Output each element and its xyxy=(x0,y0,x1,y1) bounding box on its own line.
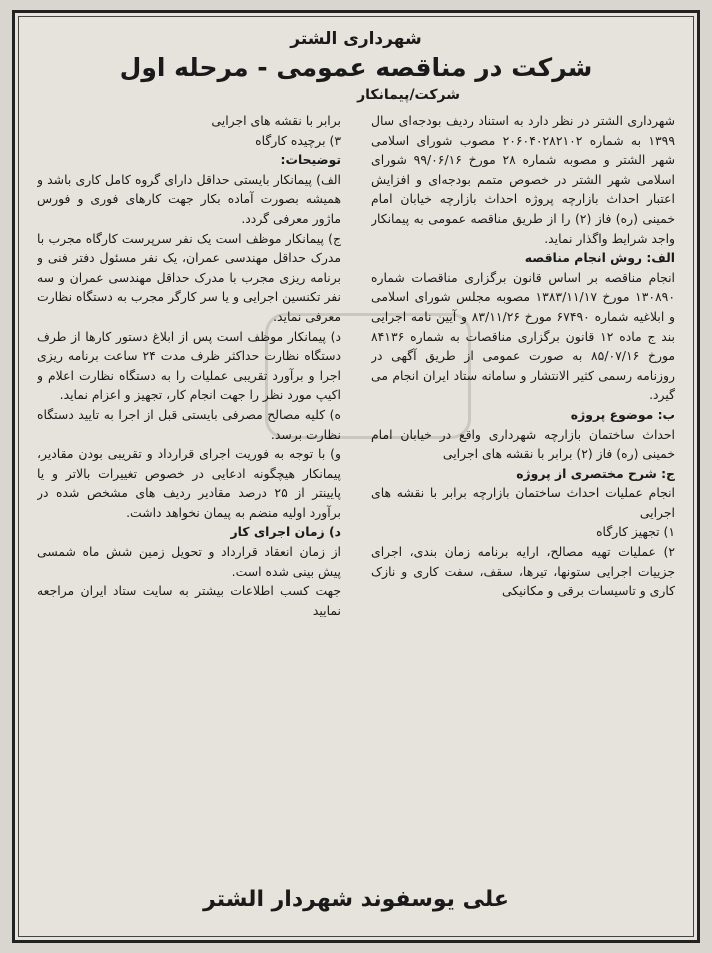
left-column xyxy=(37,111,341,811)
note-h: ه) کلیه مصالح مصرفی بایستی قبل از اجرا به تایید دستگاه نظارت برسد. xyxy=(37,406,341,442)
subject-paragraph: احداث ساختمان بازارچه شهرداری واقع در خیابان امام خمینی (ره) فاز (۲) برابر با نقشه های اجرایی xyxy=(371,426,675,462)
section-heading-description: ج: شرح مختصری از پروژه xyxy=(516,465,675,481)
note-c: ج) پیمانکار موظف است یک نفر سرپرست کارگاه مجرب با مدرک حداقل مهندسی عمران، یک نفر مسئول دفتر فنی و برنامه ریزی مجرب با مدرک حداقل مهندسی عمران و سه نفر تکنسین اجرایی و یا سر کارگر مجرب به دستگاه نظارت معرفی نماید. xyxy=(37,230,341,324)
description-item-1: ۱) تجهیز کارگاه xyxy=(596,524,675,540)
notice-frame xyxy=(12,10,700,943)
section-heading-subject: ب: موضوع پروژه xyxy=(570,406,675,422)
section-heading-duration: د) زمان اجرای کار xyxy=(230,524,341,540)
intro-paragraph: شهرداری الشتر در نظر دارد به استناد ردیف بودجه‌ای سال ۱۳۹۹ به شماره ۲۰۶۰۴۰۲۸۲۱۰۲ مصوب شورای اسلامی شهر الشتر و مصوبه شماره ۲۸ مورخ ۹۹/۰۶/۱۶ شورای اسلامی شهر الشتر در خصوص متمم بودجه‌ای و افزایش اعتبار احداث بازارچه پروژه احداث بازارچه خیابان امام خمینی (ره) فاز (۲) را از طریق مناقصه عمومی به پیمانکار واجد شرایط واگذار نماید. xyxy=(371,113,675,246)
continued-text: برابر با نقشه های اجرایی xyxy=(211,113,341,128)
signature: علی یوسفوند شهردار الشتر xyxy=(203,887,509,912)
note-d: د) پیمانکار موظف است پس از ابلاغ دستور کارها از طرف دستگاه نظارت حداکثر ظرف مدت ۲۴ ساعت برنامه ریزی اجرا و برآورد تقریبی عملیات را به دستگاه نظارت اعلام و اکیپ مورد نظر را جهت انجام کار، تجهیز و اعزام نماید. xyxy=(37,328,341,403)
method-paragraph: انجام مناقصه بر اساس قانون برگزاری مناقصات شماره ۱۳۰۸۹۰ مورخ ۱۳۸۳/۱۱/۱۷ مصوبه مجلس شورای اسلامی و ابلاغیه شماره ۶۷۴۹۰ مورخ ۸۳/۱۱/۲۶ و آیین نامه اجرایی بند ج ماده ۱۲ قانون برگزاری مناقصات به شماره ۸۴۱۳۶ مورخ ۸۵/۰۷/۱۶ به صورت عمومی از طریق آگهی در روزنامه رسمی کثیر الانتشار و سامانه ستاد ایران انجام می گیرد. xyxy=(371,269,675,403)
section-heading-method: الف: روش انجام مناقصه xyxy=(524,250,675,266)
notice-header xyxy=(37,27,675,105)
notice-body xyxy=(37,111,675,811)
note-a: الف) پیمانکار بایستی حداقل دارای گروه کامل کاری باشد و همیشه بصورت آماده بکار جهت کارهای فوری و فورس ماژور معرفی گردد. xyxy=(37,171,341,226)
description-paragraph: انجام عملیات احداث ساختمان بازارچه برابر با نقشه های اجرایی xyxy=(371,485,675,520)
notes-heading: توضیحات: xyxy=(280,152,341,168)
organization-name: شهرداری الشتر xyxy=(290,29,422,49)
duration-paragraph: از زمان انعقاد قرارداد و تحویل زمین شش ماه شمسی پیش بینی شده است. xyxy=(37,544,341,579)
notice-title: شرکت در مناقصه عمومی - مرحله اول xyxy=(119,53,593,82)
description-item-3: ۳) برچیده کارگاه xyxy=(255,132,341,148)
notice-subtitle: شرکت/پیمانکار xyxy=(357,87,460,103)
more-info-paragraph: جهت کسب اطلاعات بیشتر به سایت ستاد ایران مراجعه نمایید xyxy=(37,583,341,618)
right-column xyxy=(371,111,675,811)
description-item-2: ۲) عملیات تهیه مصالح، ارایه برنامه زمان بندی، اجرای جزییات اجرایی ستونها، تیرها، سقف، سفت کاری و نازک کاری و تاسیسات برقی و مکانیکی xyxy=(371,544,675,599)
note-v: و) با توجه به فوریت اجرای قرارداد و تقریبی بودن مقادیر، پیمانکار هیچگونه ادعایی در خصوص تغییرات بالاتر و یا پایینتر از ۲۵ درصد مقادیر ردیف های مشخص شده در برآورد اولیه منضم به پیمان نخواهد داشت. xyxy=(37,446,341,520)
